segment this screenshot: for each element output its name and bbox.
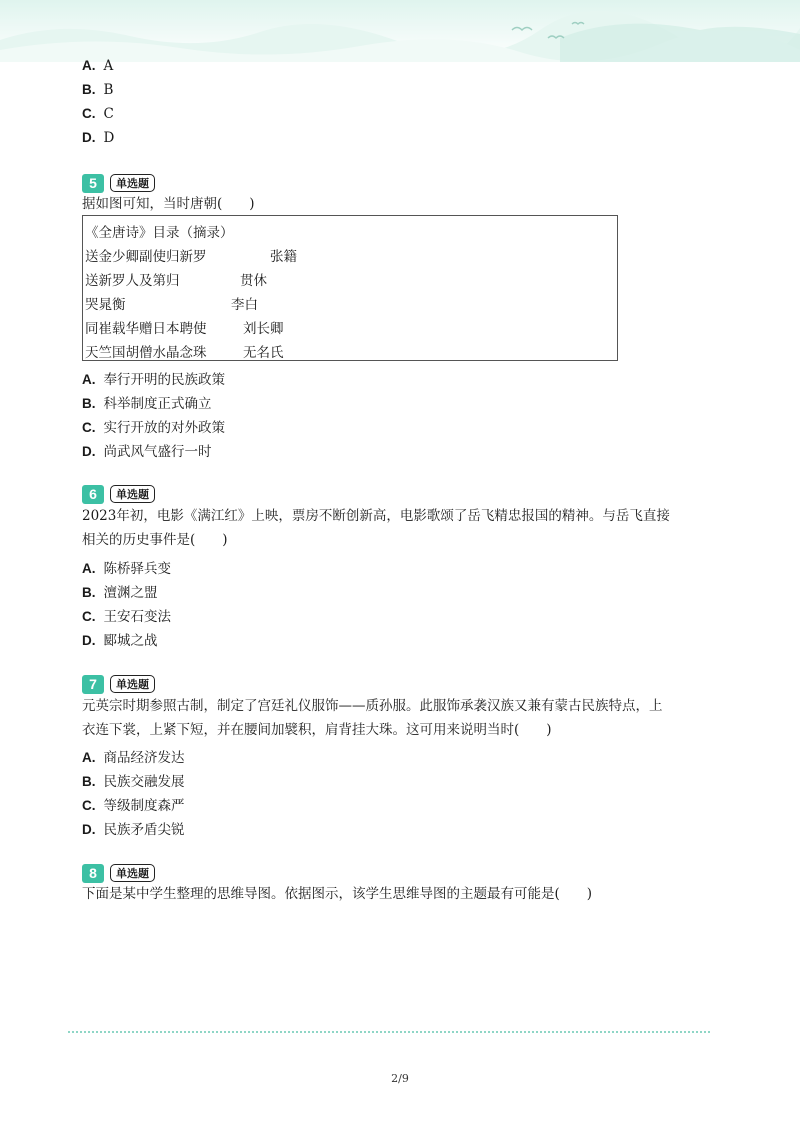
page-number: 2/9 xyxy=(391,1072,409,1085)
question-number: 8 xyxy=(82,864,104,883)
option-b[interactable]: B. B xyxy=(82,82,114,98)
question-number: 5 xyxy=(82,174,104,193)
option-c[interactable]: C. 实行开放的对外政策 xyxy=(82,420,225,436)
footer-divider xyxy=(68,1031,710,1033)
table-row: 送新罗人及第归 贯休 xyxy=(85,273,267,289)
option-b[interactable]: B. 民族交融发展 xyxy=(82,774,185,790)
table-row: 送金少卿副使归新罗 张籍 xyxy=(85,249,297,265)
question-type-badge: 单选题 xyxy=(110,174,155,192)
option-c[interactable]: C. 等级制度森严 xyxy=(82,798,185,814)
question-6-header xyxy=(82,484,155,504)
option-d[interactable]: D. D xyxy=(82,130,115,146)
option-d[interactable]: D. 尚武风气盛行一时 xyxy=(82,444,212,460)
option-b[interactable]: B. 澶渊之盟 xyxy=(82,585,158,601)
question-number: 7 xyxy=(82,675,104,694)
question-7-stem-line-2: 衣连下裳，上紧下短，并在腰间加襞积，肩背挂大珠。这可用来说明当时( ) xyxy=(82,722,552,738)
question-6-stem-line-1: 2023年初，电影《满江红》上映，票房不断创新高，电影歌颂了岳飞精忠报国的精神。与岳飞直接 xyxy=(82,508,670,524)
question-6-stem-line-2: 相关的历史事件是( ) xyxy=(82,532,228,548)
question-8-header xyxy=(82,863,155,883)
option-b[interactable]: B. 科举制度正式确立 xyxy=(82,396,212,412)
option-a[interactable]: A. 陈桥驿兵变 xyxy=(82,561,171,577)
table-row: 天竺国胡僧水晶念珠 无名氏 xyxy=(85,345,284,361)
option-a[interactable]: A. 奉行开明的民族政策 xyxy=(82,372,225,388)
question-number: 6 xyxy=(82,485,104,504)
table-row: 同崔载华赠日本聘使 刘长卿 xyxy=(85,321,284,337)
option-a[interactable]: A. 商品经济发达 xyxy=(82,750,185,766)
header-decoration xyxy=(0,0,800,62)
question-7-header xyxy=(82,674,155,694)
option-c[interactable]: C. C xyxy=(82,106,114,122)
question-7-stem-line-1: 元英宗时期参照古制，制定了宫廷礼仪服饰——质孙服。此服饰承袭汉族又兼有蒙古民族特点，上 xyxy=(82,698,663,714)
option-d[interactable]: D. 民族矛盾尖锐 xyxy=(82,822,185,838)
question-8-stem: 下面是某中学生整理的思维导图。依据图示，该学生思维导图的主题最有可能是( ) xyxy=(82,886,593,902)
table-row: 哭晁衡 李白 xyxy=(85,297,258,313)
question-type-badge: 单选题 xyxy=(110,864,155,882)
option-a[interactable]: A. A xyxy=(82,58,114,74)
question-type-badge: 单选题 xyxy=(110,675,155,693)
poem-table xyxy=(82,215,618,361)
table-title: 《全唐诗》目录（摘录） xyxy=(85,225,234,241)
option-d[interactable]: D. 郾城之战 xyxy=(82,633,158,649)
question-5-header xyxy=(82,173,155,193)
question-type-badge: 单选题 xyxy=(110,485,155,503)
option-c[interactable]: C. 王安石变法 xyxy=(82,609,171,625)
question-5-stem: 据如图可知，当时唐朝( ) xyxy=(82,196,255,212)
